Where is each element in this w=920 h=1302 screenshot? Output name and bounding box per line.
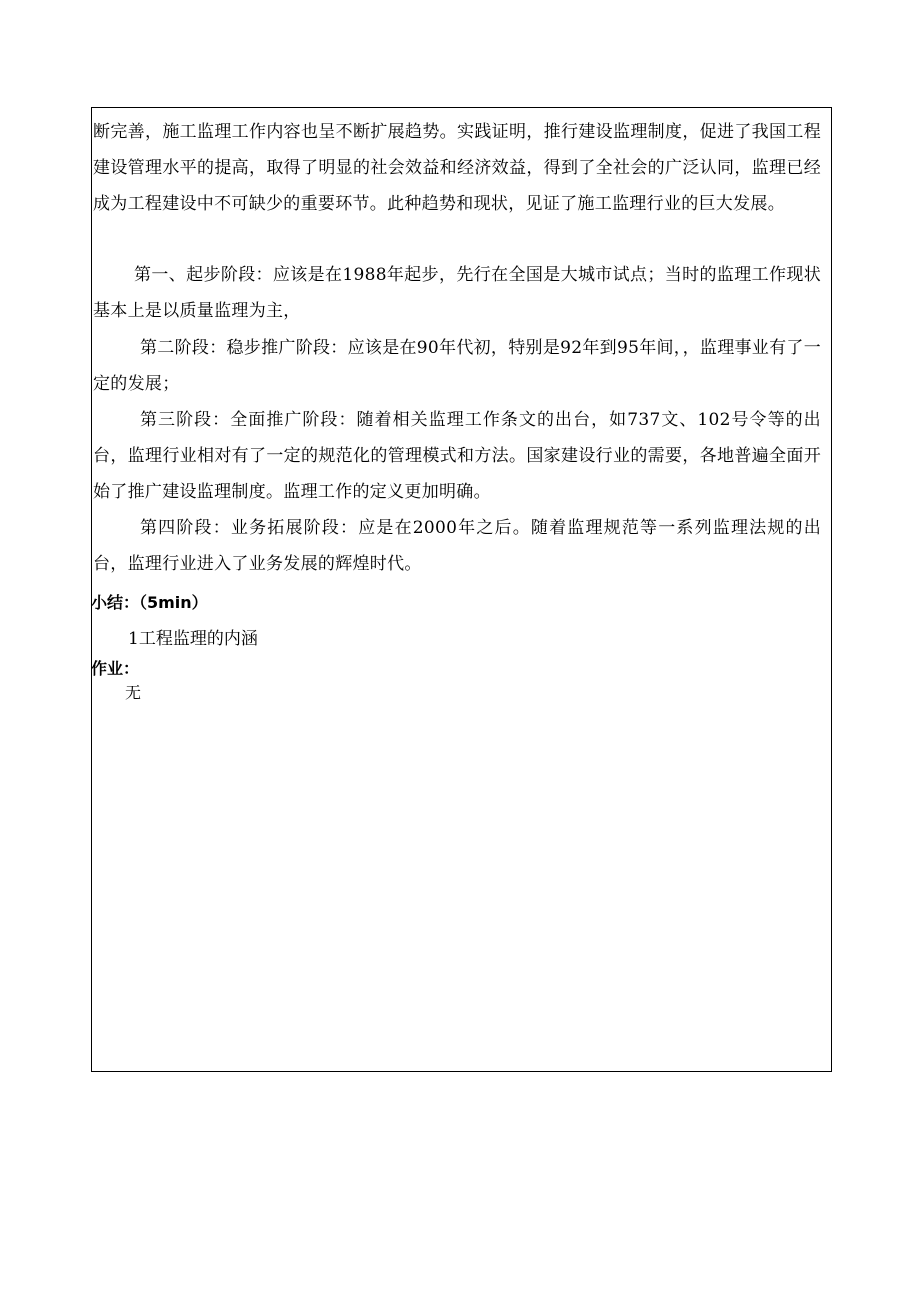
stage-one-paragraph: 第一、起步阶段：应该是在1988年起步，先行在全国是大城市试点；当时的监理工作现状基本上是以质量监理为主， <box>93 265 821 321</box>
stage-four-paragraph: 第四阶段：业务拓展阶段：应是在2000年之后。随着监理规范等一系列监理法规的出台，监理行业进入了业务发展的辉煌时代。 <box>93 518 821 574</box>
homework-heading: 作业： <box>91 659 140 678</box>
stage-three-paragraph: 第三阶段：全面推广阶段：随着相关监理工作条文的出台，如737文、102号令等的出台，监理行业相对有了一定的规范化的管理模式和方法。国家建设行业的需要，各地普遍全面开始了推广建设监理制度。监理工作的定义更加明确。 <box>93 410 821 502</box>
summary-item: 1工程监理的内涵 <box>128 629 258 649</box>
homework-content: 无 <box>125 683 142 702</box>
lesson-content-box <box>91 107 832 1072</box>
stage-two-paragraph: 第二阶段：稳步推广阶段：应该是在90年代初，特别是92年到95年间，，监理事业有了一定的发展； <box>93 338 821 394</box>
summary-heading: 小结：（5min） <box>91 593 208 612</box>
body-paragraph-continuation: 断完善，施工监理工作内容也呈不断扩展趋势。实践证明，推行建设监理制度，促进了我国工程建设管理水平的提高，取得了明显的社会效益和经济效益，得到了全社会的广泛认同，监理已经成为工程建设中不可缺少的重要环节。此种趋势和现状，见证了施工监理行业的巨大发展。 <box>93 122 821 214</box>
